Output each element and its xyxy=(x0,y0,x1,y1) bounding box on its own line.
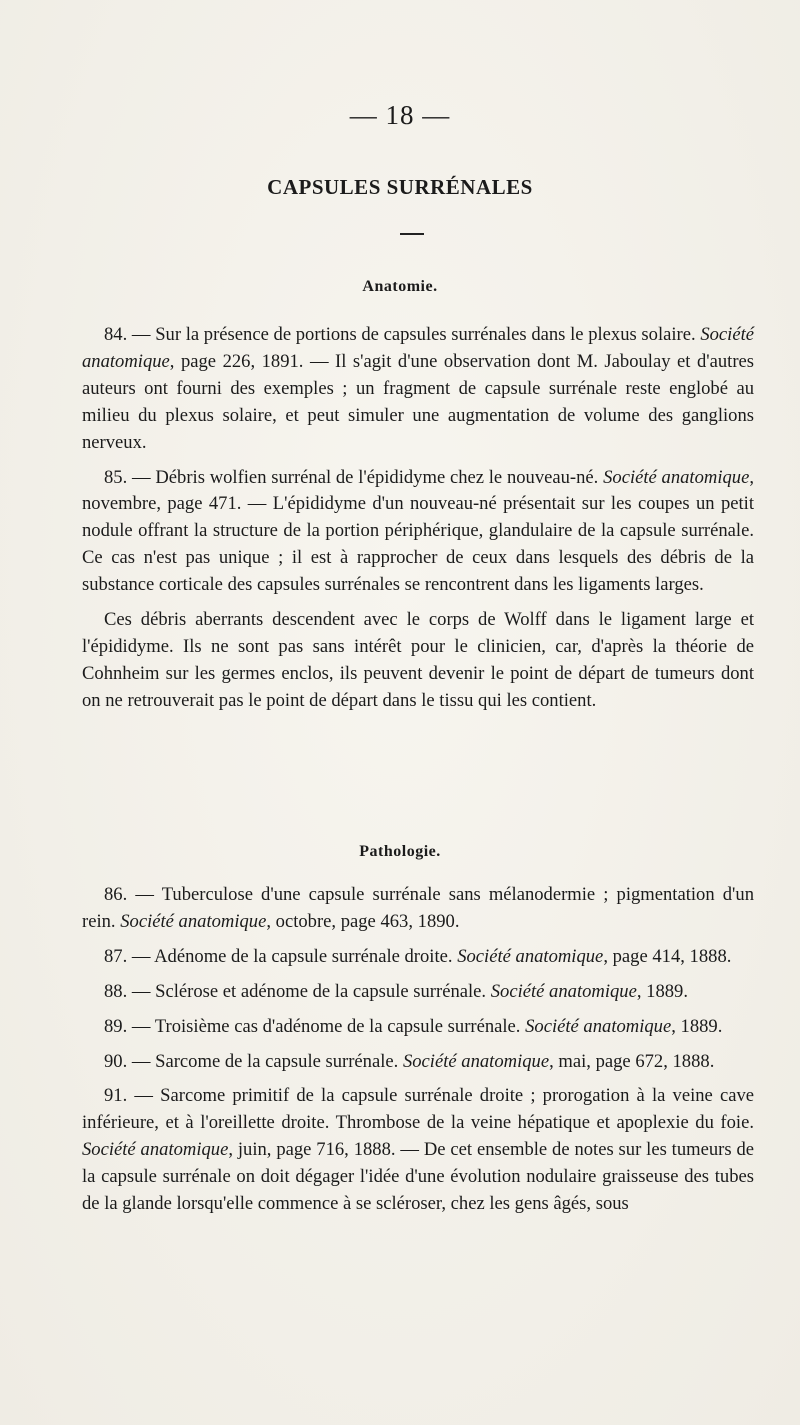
entry-number: 91. xyxy=(104,1085,128,1107)
entry-89 xyxy=(82,1014,754,1041)
entry-text: Débris wolfien surrénal de l'épididyme chez le nouveau-né. xyxy=(155,466,604,488)
entry-85 xyxy=(82,465,754,600)
entry-text: Sur la présence de portions de capsules surrénales dans le plexus solaire. xyxy=(155,324,701,345)
entry-number: 87. xyxy=(104,945,128,967)
entry-sep: — xyxy=(127,324,156,345)
entry-number: 88. xyxy=(104,980,128,1002)
entry-text-cont: , octobre, page 463, 1890. xyxy=(266,910,460,932)
entry-journal: Société anatomique xyxy=(82,324,754,372)
entry-journal: Société anatomique xyxy=(120,910,267,932)
entry-sep: — xyxy=(127,1050,156,1072)
entry-sep: — xyxy=(127,1015,155,1037)
entry-text: Sclérose et adénome de la capsule surrénale. xyxy=(155,980,491,1002)
entry-sep: — xyxy=(127,980,156,1002)
entry-text-cont: , novembre, page 471. — L'épididyme d'un nouveau-né présentait sur les coupes un petit nodule offrant la structure de la portion périphérique, glandulaire de la capsule surrénale. Ce cas n'est pas unique ; il est à rapprocher de ceux dans lesquels des débris de la substance corticale des capsules surrénales se rencontrent dans les ligaments larges. xyxy=(82,466,754,596)
entry-text: Sarcome de la capsule surrénale. xyxy=(155,1050,403,1072)
entry-86 xyxy=(82,882,754,936)
entry-88 xyxy=(82,979,754,1006)
title-rule xyxy=(400,233,424,235)
anatomy-heading: Anatomie. xyxy=(362,278,438,295)
entry-text: Sarcome primitif de la capsule surrénale droite ; prorogation à la veine cave inférieure, et à l'oreillette droite. Thrombose de la veine hépatique et apoplexie du foie. xyxy=(82,1085,755,1134)
entry-journal: Société anatomique xyxy=(402,1050,550,1072)
entry-sep: — xyxy=(127,945,155,967)
entry-text: Adénome de la capsule surrénale droite. xyxy=(154,945,458,967)
entry-journal: Société anatomique xyxy=(603,466,750,488)
section-title: CAPSULES SURRÉNALES xyxy=(267,175,533,199)
entry-text-cont: , page 226, 1891. — Il s'agit d'une observation dont M. Jaboulay et d'autres auteurs ont fourni des exemples ; un fragment de capsule surrénale reste englobé au milieu du plexus solaire, et peut simuler une augmentation de volume des ganglions nerveux. xyxy=(82,350,754,453)
entry-number: 86. xyxy=(104,884,128,905)
page-number: — 18 — xyxy=(349,100,451,130)
entry-journal: Société anatomique xyxy=(82,1139,229,1161)
entry-sep: — xyxy=(127,466,156,488)
entry-text-cont: , 1889. xyxy=(671,1015,723,1037)
entry-90 xyxy=(82,1049,754,1076)
entry-number: 90. xyxy=(104,1050,128,1072)
entry-text-cont: , page 414, 1888. xyxy=(603,945,732,967)
entry-journal: Société anatomique xyxy=(490,980,637,1002)
anatomy-section xyxy=(82,322,754,715)
entry-text-cont: , mai, page 672, 1888. xyxy=(549,1050,715,1072)
pathology-section xyxy=(82,882,754,1218)
entry-87 xyxy=(82,944,754,971)
entry-journal: Société anatomique xyxy=(525,1015,672,1037)
entry-sep: — xyxy=(127,1085,161,1107)
entry-number: 89. xyxy=(104,1015,128,1037)
pathology-heading: Pathologie. xyxy=(359,843,441,860)
entry-text-cont: , 1889. xyxy=(636,980,688,1002)
entry-text-cont: , juin, page 716, 1888. — De cet ensemble de notes sur les tumeurs de la capsule surrénale on doit dégager l'idée d'une évolution nodulaire graisseuse des tubes de la glande lorsqu'elle commence à se scléroser, chez les gens âgés, sous xyxy=(82,1139,754,1215)
entry-text: Tuberculose d'une capsule surrénale sans mélanodermie ; pigmentation d'un rein. xyxy=(82,884,754,932)
entry-journal: Société anatomique xyxy=(457,945,604,967)
entry-sep: — xyxy=(127,884,162,905)
entry-number: 85. xyxy=(104,466,128,488)
entry-91 xyxy=(82,1083,754,1218)
entry-number: 84. xyxy=(104,324,128,345)
entry-text: Troisième cas d'adénome de la capsule surrénale. xyxy=(154,1015,526,1037)
entry-84 xyxy=(82,322,754,457)
anatomy-followup: Ces débris aberrants descendent avec le corps de Wolff dans le ligament large et l'épididyme. Ils ne sont pas sans intérêt pour le clinicien, car, d'après la théorie de Cohnheim sur les germes enclos, ils peuvent devenir le point de départ de tumeurs dont on ne retrouverait pas le point de départ dans le tissu qui les contient. xyxy=(82,609,754,711)
